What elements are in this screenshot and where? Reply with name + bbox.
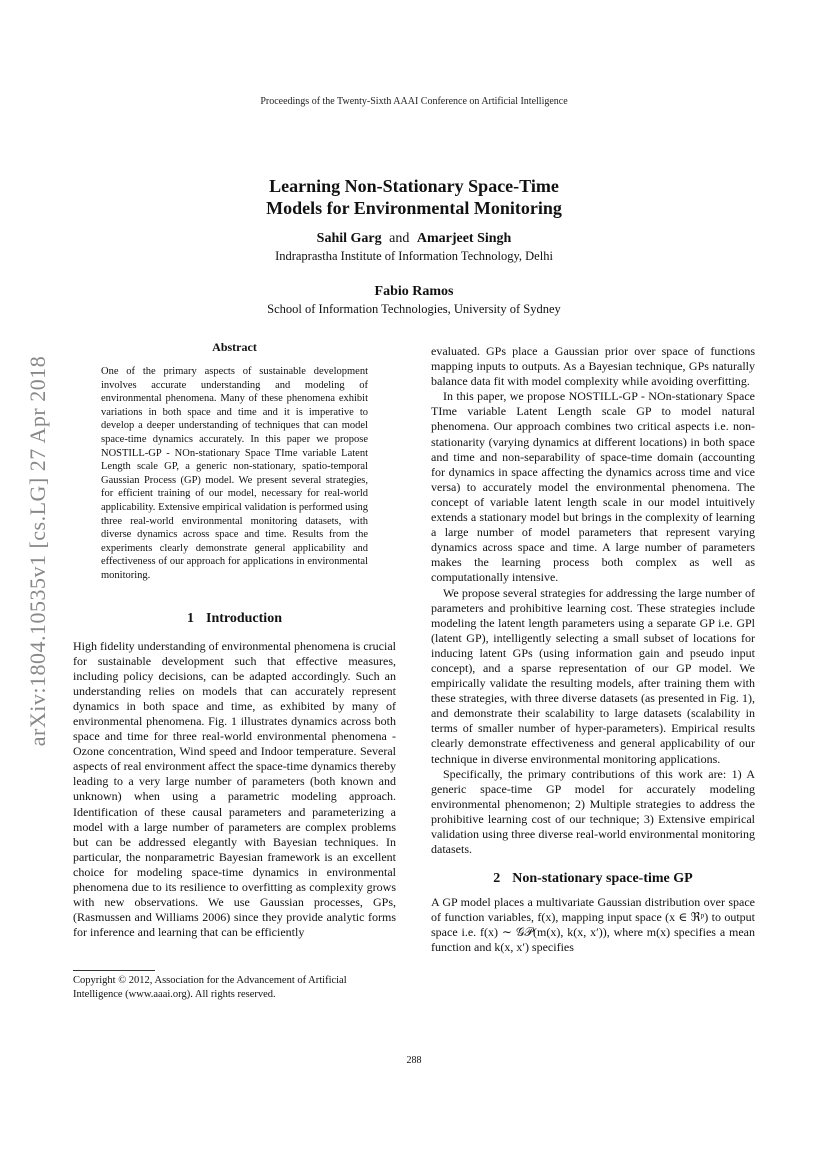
- author-name: Sahil Garg: [316, 231, 382, 246]
- section-heading: [73, 611, 396, 627]
- right-column: [431, 344, 755, 956]
- abstract-text: One of the primary aspects of sustainable development involves accurate understanding and modeling of environmental phenomena. Many of these phenomena exhibit variations in both space and time and it is imperative to develop a deeper understanding of techniques that can model space-time dynamics accurately. In this paper we propose NOSTILL-GP - NOn-stationary Space TIme variable Latent Length scale GP, a generic non-stationary, spatio-temporal Gaussian Process (GP) model. We present several strategies, for efficient training of our model, necessary for real-world applicability. Extensive empirical validation is performed using three real-world environmental monitoring datasets, with diverse dynamics across space and time. Results from the experiments clearly demonstrate general applicability and effectiveness of our approach for applications in environmental monitoring.: [101, 366, 368, 581]
- paper-title: [0, 175, 828, 219]
- author-block-2: [0, 283, 828, 317]
- affiliation: Indraprastha Institute of Information Technology, Delhi: [275, 249, 553, 263]
- body-paragraph: In this paper, we propose NOSTILL-GP - NOn-stationary Space TIme variable Latent Length scale GP to model natural phenomena. Our approach combines two critical aspects i.e. non-stationarity (varying dynamics at different locations) in both space and time and non-separability of space-time domain (accounting for dynamics in space affecting the dynamics across time and vice versa) to accurately model the environmental phenomena. The concept of variable latent length scale in our model intuitively extends a stationary model but brings in the complexity of learning a large number of model parameters that represent varying dynamics across space and time. A large number of parameters makes the learning process both complex as well as computationally intensive.: [431, 389, 755, 585]
- affiliation: School of Information Technologies, University of Sydney: [267, 302, 561, 316]
- body-paragraph: High fidelity understanding of environmental phenomena is crucial for sustainable development such that effective measures, including policy decisions, can be adapted accordingly. Such an understanding relies on models that can accurately represent dynamics in both space and time, as exhibited by many of environmental phenomena. Fig. 1 illustrates dynamics across both space and time for three real-world environmental phenomena - Ozone concentration, Wind speed and Indoor temperature. Several aspects of real environment affect the space-time dynamics thereby leading to a very large number of parameters (both known and unknown) when using a parametric modeling approach. Identification of these causal parameters and parameterizing a model with a large number of parameters are complex problems but can be addressed elegantly with Bayesian techniques. In particular, the nonparametric Bayesian framework is an excellent choice for modeling space-time dynamics in environmental phenomena due to its resilience to overfitting as complexity grows with new observations. We use Gaussian processes, GPs, (Rasmussen and Williams 2006) since they provide analytic forms for inference and learning that can be efficiently: [73, 638, 396, 940]
- page-number: 288: [406, 1055, 422, 1066]
- title-line-1: Learning Non-Stationary Space-Time: [269, 176, 559, 196]
- author-conjunction: and: [389, 231, 410, 246]
- body-paragraph: Specifically, the primary contributions of this work are: 1) A generic space-time GP model for accurately modeling environmental phenomenon; 2) Multiple strategies to address the prohibitive learning cost of our technique; 3) Extensive empirical validation using three diverse real-world environmental monitoring datasets.: [431, 766, 755, 857]
- title-line-2: Models for Environmental Monitoring: [266, 198, 562, 218]
- section-title: Non-stationary space-time GP: [512, 871, 693, 887]
- proceedings-header: Proceedings of the Twenty-Sixth AAAI Conference on Artificial Intelligence: [260, 96, 568, 107]
- section-number: 1: [187, 610, 194, 626]
- body-paragraph: A GP model places a multivariate Gaussian distribution over space of function variables, f(x), mapping input space (x ∈ ℜᵖ) to output space i.e. f(x) ∼ 𝒢𝒫(m(x), k(x, x′)), where m(x) specifies a mean function and k(x, x′) specifies: [431, 895, 755, 955]
- author-block-1: [0, 230, 828, 264]
- body-paragraph: evaluated. GPs place a Gaussian prior over space of functions mapping inputs to outputs. As a Bayesian technique, GPs naturally balance data fit with model complexity while avoiding overfitting.: [431, 344, 755, 389]
- arxiv-id: arXiv:1804.10535v1 [cs.LG] 27 Apr 2018: [25, 355, 50, 747]
- copyright-footnote: Copyright © 2012, Association for the Advancement of Artificial Intelligence (www.aaai.org). All rights reserved.: [73, 975, 347, 1000]
- arxiv-side-stamp: [18, 316, 58, 786]
- body-paragraph: We propose several strategies for addressing the large number of parameters and prohibitive learning cost. These strategies include modeling the latent length parameters using a separate GP i.e. GPl (latent GP), intelligently selecting a small subset of locations for inducing latent GPs (using information gain and pseudo input concept), and a sparse representation of our GP model. We empirically validate the resulting models, after training them with these strategies, with three diverse datasets (as presented in Fig. 1), and demonstrate their scalability to large datasets (scalability in terms of smaller number of hyper-parameters). Empirical results clearly demonstrate effectiveness and general applicability of our technique in diverse environmental monitoring applications.: [431, 585, 755, 766]
- left-column: [73, 340, 396, 940]
- section-heading: [431, 871, 755, 887]
- author-name: Fabio Ramos: [374, 284, 454, 299]
- section-title: Introduction: [206, 610, 282, 626]
- section-number: 2: [493, 871, 501, 887]
- abstract-heading: Abstract: [212, 340, 257, 354]
- author-name: Amarjeet Singh: [416, 231, 512, 246]
- footnote-rule: [73, 970, 155, 971]
